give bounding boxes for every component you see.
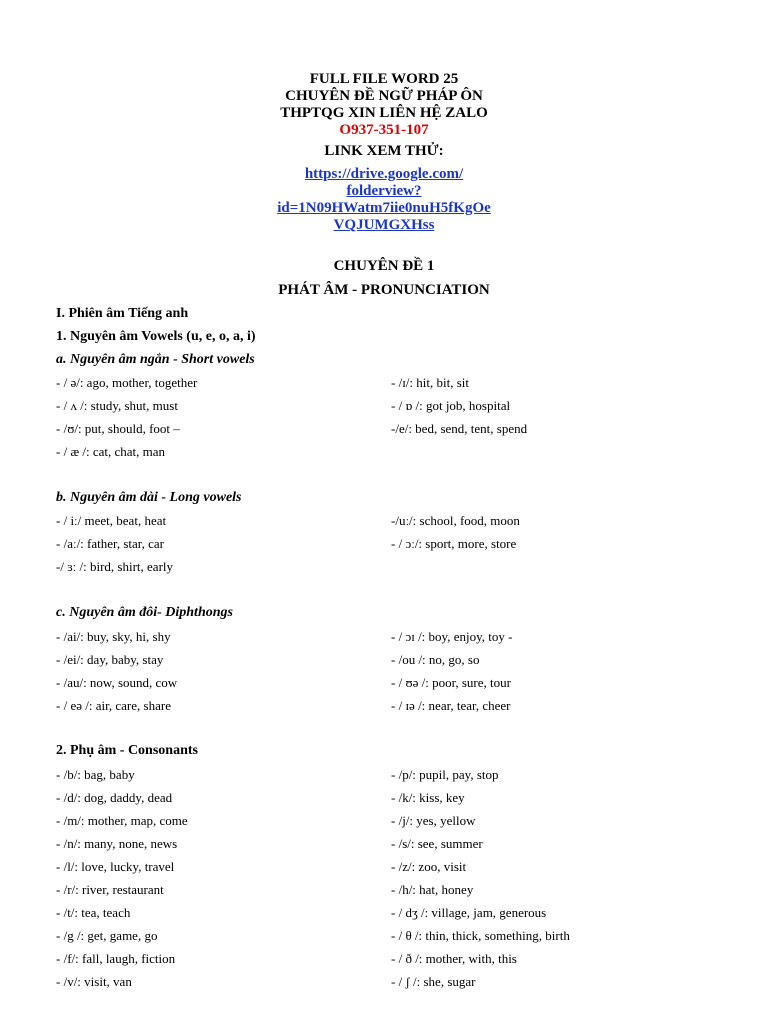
heading-consonants: 2. Phụ âm - Consonants [56, 743, 198, 758]
consonant-row: - /g /: get, game, go [56, 928, 158, 943]
heading-long-vowels: b. Nguyên âm dài - Long vowels [56, 490, 242, 505]
long-vowel-row: - / iː/ meet, beat, heat [56, 513, 167, 528]
header-line-1: FULL FILE WORD 25 [309, 71, 459, 87]
consonant-row: - /r/: river, restaurant [56, 882, 164, 897]
consonant-row: - /f/: fall, laugh, fiction [56, 951, 176, 966]
short-vowel-row: -/e/: bed, send, tent, spend [391, 421, 528, 436]
consonant-row: - /l/: love, lucky, travel [56, 859, 175, 874]
diphthong-row: - /au/: now, sound, cow [56, 675, 178, 690]
long-vowel-row: -/uː/: school, food, moon [391, 513, 520, 528]
drive-link-line-3[interactable]: id=1N09HWatm7iie0nuH5fKgOe [277, 200, 491, 216]
diphthong-row: - / ɪə /: near, tear, cheer [391, 698, 511, 713]
short-vowel-row: - / ə/: ago, mother, together [56, 375, 198, 390]
consonant-row: - /b/: bag, baby [56, 767, 135, 782]
short-vowel-row: - / æ /: cat, chat, man [56, 444, 166, 459]
consonant-row: - / dʒ /: village, jam, generous [391, 905, 547, 920]
heading-diphthongs: c. Nguyên âm đôi- Diphthongs [56, 605, 233, 620]
heading-short-vowels: a. Nguyên âm ngắn - Short vowels [56, 352, 255, 367]
zalo-phone: O937-351-107 [339, 122, 429, 138]
drive-link-line-1[interactable]: https://drive.google.com/ [304, 166, 464, 182]
heading-phonetics: I. Phiên âm Tiếng anh [56, 306, 189, 321]
drive-link-line-4[interactable]: VQJUMGXHss [333, 217, 435, 233]
header-line-3: THPTQG XIN LIÊN HỆ ZALO [280, 105, 488, 121]
long-vowel-row: - /aː/: father, star, car [56, 536, 164, 551]
consonant-row: - /j/: yes, yellow [391, 813, 476, 828]
short-vowel-row: - / ʌ /: study, shut, must [56, 398, 178, 413]
diphthong-row: - / ɔɪ /: boy, enjoy, toy - [391, 629, 513, 644]
long-vowel-row: - / ɔː/: sport, more, store [391, 536, 517, 551]
consonant-row: - /s/: see, summer [391, 836, 483, 851]
short-vowel-row: - / ɒ /: got job, hospital [391, 398, 511, 413]
consonant-row: - / ʃ /: she, sugar [391, 974, 476, 989]
consonant-row: - / θ /: thin, thick, something, birth [391, 928, 570, 943]
diphthong-row: - /ei/: day, baby, stay [56, 652, 164, 667]
consonant-row: - /k/: kiss, key [391, 790, 465, 805]
diphthong-row: - / ʊə /: poor, sure, tour [391, 675, 511, 690]
consonant-row: - /d/: dog, daddy, dead [56, 790, 173, 805]
long-vowel-row: -/ ɜː /: bird, shirt, early [56, 559, 174, 574]
consonant-row: - /p/: pupil, pay, stop [391, 767, 499, 782]
consonant-row: - / ð /: mother, with, this [391, 951, 517, 966]
link-label: LINK XEM THỬ: [324, 143, 444, 159]
short-vowel-row: - /ɪ/: hit, bit, sit [391, 375, 470, 390]
diphthong-row: - / eə /: air, care, share [56, 698, 171, 713]
short-vowel-row: - /ʊ/: put, should, foot – [56, 421, 180, 436]
consonant-row: - /t/: tea, teach [56, 905, 131, 920]
consonant-row: - /z/: zoo, visit [391, 859, 467, 874]
topic-title: CHUYÊN ĐỀ 1 [333, 258, 435, 274]
header-line-2: CHUYÊN ĐỀ NGỮ PHÁP ÔN [285, 88, 483, 104]
heading-vowels: 1. Nguyên âm Vowels (u, e, o, a, i) [56, 329, 256, 344]
diphthong-row: - /ai/: buy, sky, hi, shy [56, 629, 171, 644]
topic-subtitle: PHÁT ÂM - PRONUNCIATION [278, 282, 490, 298]
consonant-row: - /m/: mother, map, come [56, 813, 188, 828]
consonant-row: - /h/: hat, honey [391, 882, 474, 897]
consonant-row: - /v/: visit, van [56, 974, 132, 989]
drive-link-line-2[interactable]: folderview? [346, 183, 422, 199]
diphthong-row: - /ou /: no, go, so [391, 652, 480, 667]
consonant-row: - /n/: many, none, news [56, 836, 178, 851]
